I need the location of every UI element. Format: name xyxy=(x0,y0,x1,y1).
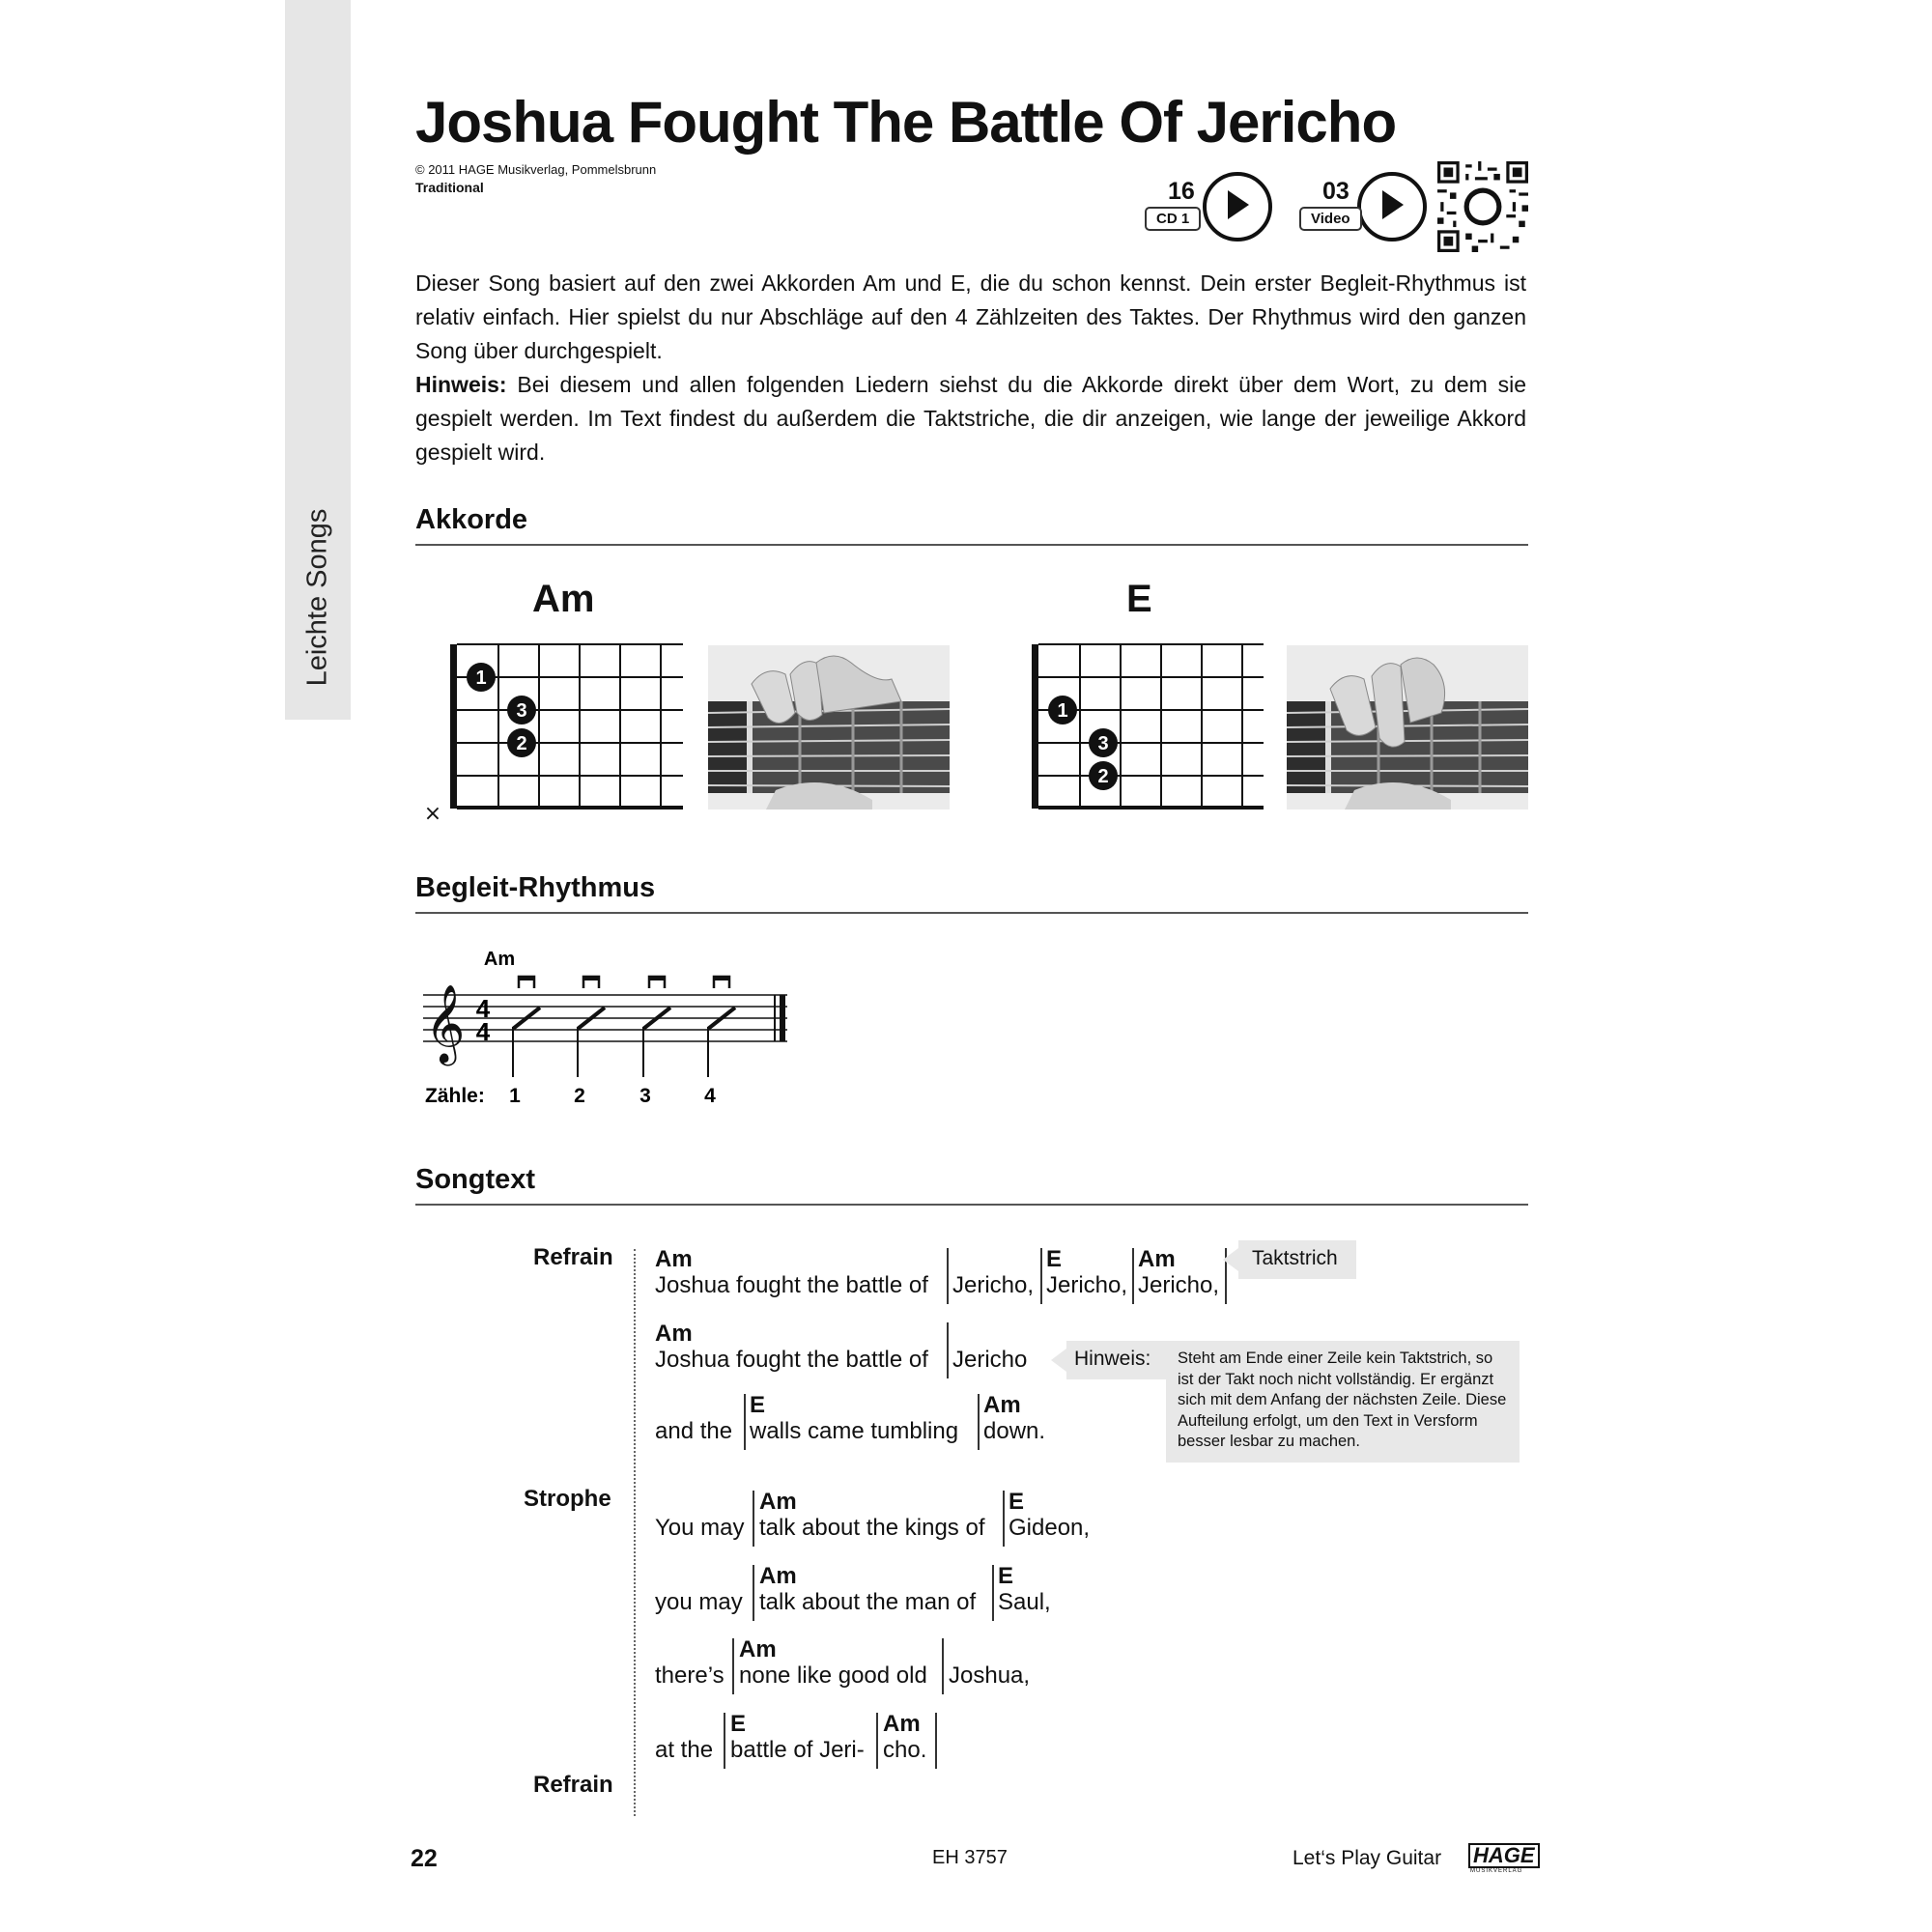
play-icon[interactable] xyxy=(1357,172,1427,242)
side-tab xyxy=(285,0,351,720)
lyric-segment: there’s xyxy=(655,1662,724,1689)
page-number: 22 xyxy=(411,1845,438,1872)
bar-line xyxy=(753,1491,754,1547)
lyric-segment: Saul, xyxy=(998,1589,1051,1615)
downstroke-icon xyxy=(708,976,735,1077)
callout-taktstrich xyxy=(1238,1240,1356,1279)
lyric-segment: Jericho, xyxy=(1138,1272,1220,1298)
rhythm-notation xyxy=(415,942,802,1111)
muted-string-mark: × xyxy=(423,802,442,821)
publisher-logo: HAGE MUSIKVERLAG xyxy=(1464,1841,1528,1872)
chord-symbol: Am xyxy=(759,1563,797,1589)
bar-line xyxy=(942,1638,944,1694)
lyric-segment: Joshua fought the battle of xyxy=(655,1347,928,1373)
chord-name-am: Am xyxy=(532,578,595,620)
play-icon[interactable] xyxy=(1203,172,1272,242)
chord-symbol: Am xyxy=(739,1636,777,1662)
finger-dot xyxy=(1048,696,1077,724)
svg-text:4: 4 xyxy=(475,994,491,1023)
finger-dot xyxy=(507,696,536,724)
video-track-badge[interactable] xyxy=(1299,172,1425,247)
chord-symbol: Am xyxy=(655,1246,693,1272)
edition-number: EH 3757 xyxy=(932,1847,1008,1868)
section-heading-songtext: Songtext xyxy=(415,1164,536,1195)
lyric-segment: Joshua fought the battle of xyxy=(655,1272,928,1298)
intro-text xyxy=(415,267,1526,469)
chord-photo-am xyxy=(708,645,950,810)
book-title: Let‘s Play Guitar xyxy=(1293,1847,1442,1869)
chord-symbol: Am xyxy=(759,1489,797,1515)
chord-symbol: Am xyxy=(1138,1246,1176,1272)
songtext-divider xyxy=(634,1249,638,1816)
composer: Traditional xyxy=(415,180,484,195)
svg-text:𝄞: 𝄞 xyxy=(425,983,466,1063)
lyric-segment: and the xyxy=(655,1418,733,1444)
callout-hint-text: Steht am Ende einer Zeile kein Taktstrich, so ist der Takt noch nicht vollständig. Er ergänzt sich mit dem Anfang der nächsten Zeile. Diese Aufteilung erfolgt, um den Text in Versform besser lesbar zu machen. xyxy=(1178,1350,1507,1450)
lyric-segment: cho. xyxy=(883,1737,927,1763)
section-divider xyxy=(415,1204,1528,1206)
count-number: 2 xyxy=(574,1085,585,1107)
chord-symbol: Am xyxy=(883,1711,921,1737)
section-divider xyxy=(415,544,1528,546)
bar-line xyxy=(935,1713,937,1769)
lyric-segment: Joshua, xyxy=(949,1662,1031,1689)
bar-line xyxy=(753,1565,754,1621)
downstroke-icon xyxy=(513,976,540,1077)
section-heading-rhythm: Begleit-Rhythmus xyxy=(415,872,656,903)
bar-line xyxy=(1003,1491,1005,1547)
cd-track-number: 16 xyxy=(1168,178,1195,205)
downstroke-icon xyxy=(578,976,605,1077)
finger-dot xyxy=(507,728,536,757)
bar-line xyxy=(947,1248,949,1304)
video-track-number: 03 xyxy=(1322,178,1350,205)
svg-text:2: 2 xyxy=(516,733,527,754)
time-signature xyxy=(476,994,491,1046)
count-number: 4 xyxy=(704,1085,716,1107)
lyric-segment: battle of Jeri- xyxy=(730,1737,865,1763)
section-label-refrain: Refrain xyxy=(533,1244,613,1270)
callout-hint-label: Hinweis: xyxy=(1074,1348,1151,1370)
chord-symbol: E xyxy=(1046,1246,1063,1272)
svg-text:2: 2 xyxy=(1097,766,1109,787)
lyric-segment: Jericho, xyxy=(952,1272,1035,1298)
svg-text:1: 1 xyxy=(475,668,487,689)
callout-hint-box xyxy=(1166,1341,1520,1463)
lyric-segment: talk about the kings of xyxy=(759,1515,985,1541)
side-tab-label: Leichte Songs xyxy=(301,508,333,687)
lyric-segment: none like good old xyxy=(739,1662,927,1689)
chord-symbol: E xyxy=(1009,1489,1025,1515)
section-heading-chords: Akkorde xyxy=(415,504,528,535)
chord-photo-e xyxy=(1287,645,1528,810)
lyric-segment: Jericho xyxy=(952,1347,1028,1373)
chord-diagram-e xyxy=(1032,642,1273,821)
intro-note-label: Hinweis: xyxy=(415,372,507,397)
chord-symbol: E xyxy=(998,1563,1014,1589)
bar-line xyxy=(1132,1248,1134,1304)
chord-symbol: E xyxy=(750,1392,766,1418)
cd-track-badge[interactable] xyxy=(1145,172,1270,247)
svg-text:3: 3 xyxy=(1097,733,1109,754)
finger-dot xyxy=(467,663,496,692)
section-divider xyxy=(415,912,1528,914)
bar-line xyxy=(744,1394,746,1450)
svg-text:3: 3 xyxy=(516,700,527,722)
chord-name-e: E xyxy=(1126,578,1152,620)
intro-paragraph: Dieser Song basiert auf den zwei Akkorden Am und E, die du schon kennst. Dein erster Begleit-Rhythmus ist relativ einfach. Hier spielst du nur Abschläge auf den 4 Zählzeiten des Taktes. Der Rhythmus wird den ganzen Song über durchgespielt. xyxy=(415,270,1526,363)
lyric-segment: You may xyxy=(655,1515,745,1541)
treble-clef-icon xyxy=(425,983,465,1065)
count-number: 3 xyxy=(639,1085,651,1107)
lyric-segment: talk about the man of xyxy=(759,1589,977,1615)
count-number: 1 xyxy=(509,1085,521,1107)
section-label-refrain-end: Refrain xyxy=(533,1772,613,1798)
bar-line xyxy=(1040,1248,1042,1304)
finger-dot xyxy=(1089,728,1118,757)
cd-label: CD 1 xyxy=(1145,207,1201,231)
video-label: Video xyxy=(1299,207,1362,231)
bar-line xyxy=(876,1713,878,1769)
lyric-segment: you may xyxy=(655,1589,743,1615)
bar-line xyxy=(724,1713,725,1769)
bar-line xyxy=(732,1638,734,1694)
chord-diagram-am xyxy=(415,642,686,821)
lyric-segment: Gideon, xyxy=(1009,1515,1091,1541)
lyric-segment: at the xyxy=(655,1737,714,1763)
chord-symbol: Am xyxy=(655,1321,693,1347)
bar-line xyxy=(978,1394,980,1450)
bar-line xyxy=(947,1322,949,1378)
page-title: Joshua Fought The Battle Of Jericho xyxy=(415,90,1397,155)
finger-dot xyxy=(1089,761,1118,790)
qr-code-icon[interactable] xyxy=(1437,161,1528,252)
lyric-segment: down. xyxy=(983,1418,1046,1444)
count-label: Zähle: xyxy=(425,1085,485,1107)
callout-taktstrich-text: Taktstrich xyxy=(1252,1247,1338,1269)
intro-note-text: Bei diesem und allen folgenden Liedern siehst du die Akkorde direkt über dem Wort, zu dem sie gespielt werden. Im Text findest du außerdem die Taktstriche, die dir anzeigen, wie lange der jeweilige Akkord gespielt wird. xyxy=(415,372,1526,465)
svg-text:1: 1 xyxy=(1057,700,1068,722)
downstroke-icon xyxy=(643,976,670,1077)
callout-hint-tab xyxy=(1066,1341,1167,1379)
rhythm-chord-name: Am xyxy=(483,949,516,970)
lyric-segment: walls came tumbling xyxy=(750,1418,959,1444)
svg-text:4: 4 xyxy=(475,1017,491,1046)
chord-symbol: Am xyxy=(983,1392,1021,1418)
copyright: © 2011 HAGE Musikverlag, Pommelsbrunn xyxy=(415,162,657,177)
lyric-segment: Jericho, xyxy=(1046,1272,1128,1298)
section-label-strophe: Strophe xyxy=(524,1486,611,1512)
bar-line xyxy=(992,1565,994,1621)
chord-symbol: E xyxy=(730,1711,747,1737)
